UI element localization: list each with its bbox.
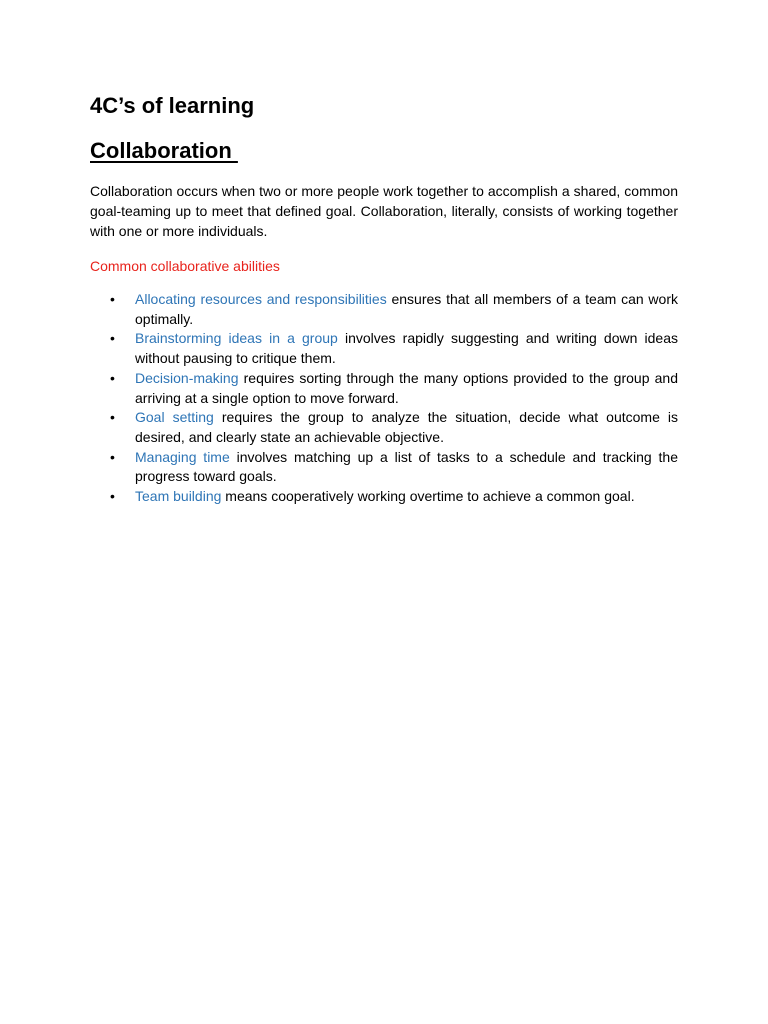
bullet-icon: •	[110, 291, 115, 307]
bullet-icon: •	[110, 409, 115, 426]
list-item	[90, 448, 678, 487]
ability-term: Team building	[135, 488, 222, 505]
document-title: 4C’s of learning	[90, 93, 255, 118]
ability-description: requires the group to analyze the situation, decide what outcome is desired, and clearly state an achievable objective.	[135, 409, 678, 445]
ability-term: Brainstorming ideas in a group	[135, 330, 338, 347]
bullet-icon: •	[110, 369, 115, 386]
ability-term: Managing time	[135, 448, 230, 465]
list-item	[90, 369, 678, 408]
ability-description: involves matching up a list of tasks to a schedule and tracking the progress toward goals.	[135, 448, 678, 485]
list-item	[90, 290, 678, 329]
abilities-subheading: Common collaborative abilities	[90, 258, 280, 274]
list-item	[90, 408, 678, 447]
abilities-list	[90, 290, 678, 507]
ability-term: Goal setting	[135, 409, 214, 426]
bullet-icon: •	[110, 488, 115, 505]
intro-paragraph: Collaboration occurs when two or more people work together to accomplish a shared, common goal-teaming up to meet that defined goal. Collaboration, literally, consists of working together with one or more individuals.	[90, 183, 678, 239]
bullet-icon: •	[110, 330, 115, 347]
ability-description: ensures that all members of a team can work optimally.	[135, 291, 678, 327]
ability-description: requires sorting through the many options provided to the group and arriving at a single option to move forward.	[135, 369, 678, 406]
ability-term: Decision-making	[135, 369, 239, 386]
bullet-icon: •	[110, 448, 115, 465]
ability-description: involves rapidly suggesting and writing down ideas without pausing to critique them.	[135, 330, 678, 367]
ability-term: Allocating resources and responsibilities	[135, 291, 387, 307]
ability-description: means cooperatively working overtime to achieve a common goal.	[221, 488, 635, 505]
list-item	[90, 487, 678, 507]
list-item	[90, 329, 678, 368]
section-heading-collaboration: Collaboration	[90, 138, 238, 163]
